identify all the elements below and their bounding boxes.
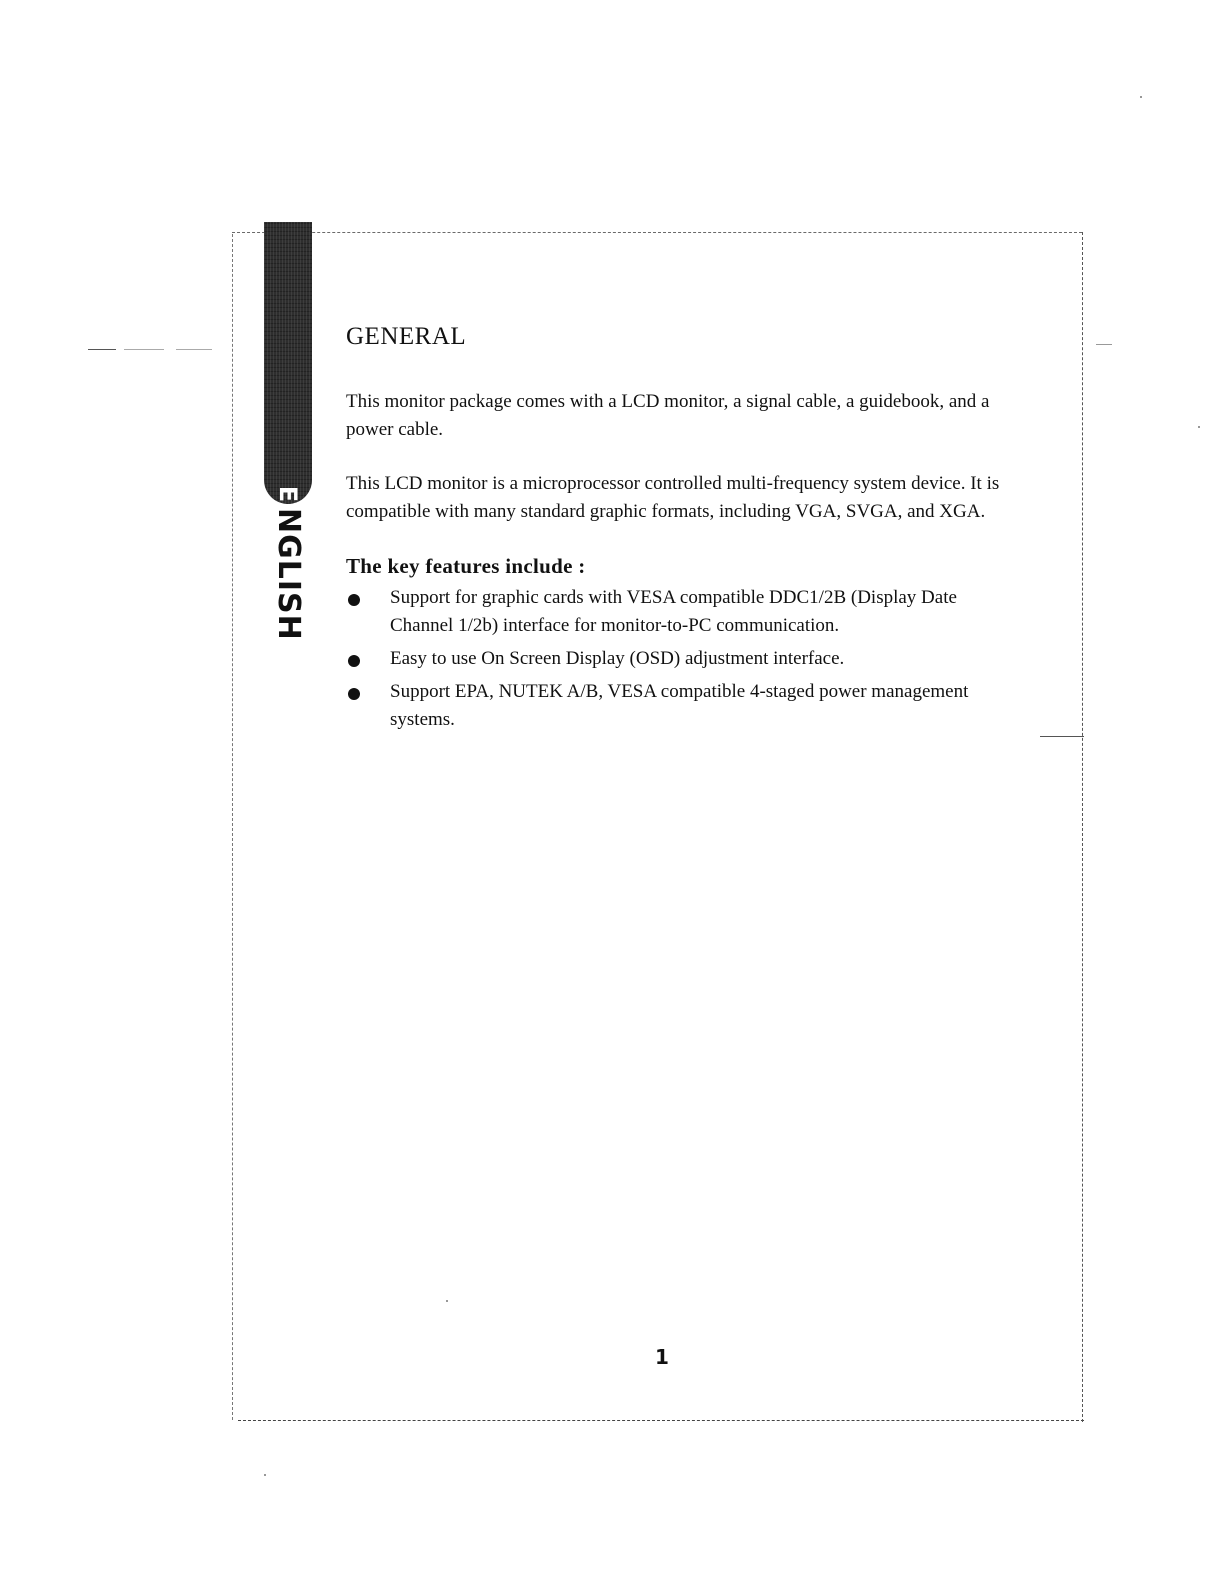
description-paragraph: This LCD monitor is a microprocessor controlled multi-frequency system device. It is compatible with many standard graphic formats, including VGA, SVGA, and XGA. (346, 473, 1000, 522)
page-frame-right (1082, 232, 1083, 1422)
bullet-icon (348, 655, 360, 667)
language-tab-initial: E (274, 485, 302, 503)
scan-speck (1140, 96, 1142, 98)
features-list (346, 584, 1046, 734)
page-frame-top (232, 232, 1082, 233)
feature-item (346, 584, 1010, 640)
scan-speck (264, 1474, 266, 1476)
page-frame-bottom (238, 1420, 1084, 1421)
feature-item (346, 645, 1010, 673)
scan-speck (88, 349, 116, 350)
scan-speck (1198, 426, 1200, 428)
scan-speck (1040, 736, 1084, 737)
feature-text: Support for graphic cards with VESA compatible DDC1/2B (Display Date Channel 1/2b) interface for monitor-to-PC communication. (390, 587, 957, 636)
feature-item (346, 678, 1010, 734)
feature-text: Support EPA, NUTEK A/B, VESA compatible 4-staged power management systems. (390, 681, 969, 730)
features-heading: The key features include : (346, 554, 586, 578)
main-content (346, 320, 1046, 739)
language-tab (264, 222, 312, 504)
scan-speck (1096, 344, 1112, 345)
intro-paragraph: This monitor package comes with a LCD monitor, a signal cable, a guidebook, and a power cable. (346, 391, 990, 440)
scan-speck (446, 1300, 448, 1302)
scan-speck (176, 349, 212, 350)
bullet-icon (348, 594, 360, 606)
page-number: 1 (655, 1345, 669, 1369)
language-tab-label-text: NGLISH (271, 508, 306, 641)
feature-text: Easy to use On Screen Display (OSD) adjustment interface. (390, 648, 845, 669)
page-frame-left (232, 234, 233, 1420)
bullet-icon (348, 688, 360, 700)
section-title: GENERAL (346, 323, 467, 350)
scan-speck (124, 349, 164, 350)
